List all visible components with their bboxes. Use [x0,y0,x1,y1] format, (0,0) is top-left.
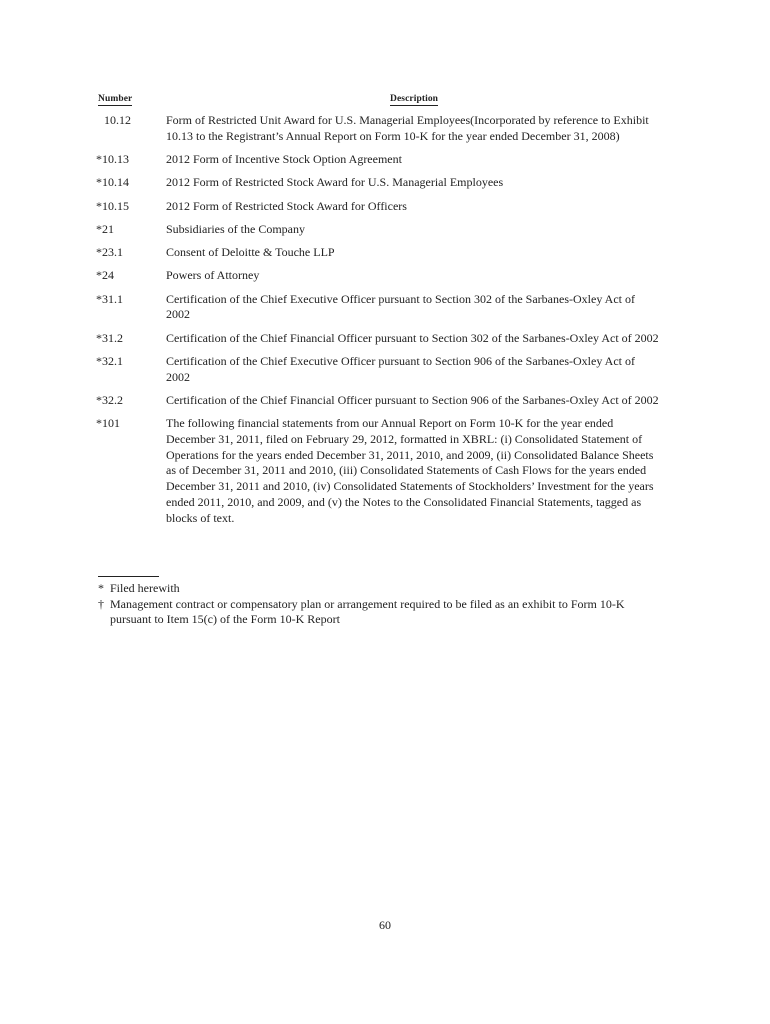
table-row [96,331,661,354]
exhibit-number: 10.12 [104,113,131,127]
footnote-item [98,581,668,597]
table-row [96,199,661,222]
exhibit-number: *31.2 [96,330,123,345]
table-row [96,292,661,331]
table-row [96,152,661,175]
exhibit-description: 2012 Form of Incentive Stock Option Agreement [166,152,402,166]
table-row [96,393,661,416]
exhibit-description: Powers of Attorney [166,268,260,283]
table-row [96,175,661,198]
exhibit-description: 2012 Form of Restricted Stock Award for U.S. Managerial Employees [166,175,504,190]
exhibit-description: The following financial statements from our Annual Report on Form 10-K for the year ended December 31, 2011, filed on February 29, 2012, formatted in XBRL: (i) Consolidated Statement of Operations for the years ended December 31, 2011, 2010, and 2009, (ii) Consolidated Balance Sheets as of December 31, 2011 and 2010, (iii) Consolidated Statements of Cash Flows for the years ended December 31, 2011 and 2010, (iv) Consolidated Statements of Stockholders’ Investment for the years ended 2011, 2010, and 2009, and (v) the Notes to the Consolidated Financial Statements, tagged as blocks of text. [166,416,654,525]
exhibit-number: *21 [96,221,114,236]
exhibit-number: *10.15 [96,198,129,213]
table-row [96,354,661,393]
footnote-mark: † [98,596,104,611]
table-row [96,245,661,268]
exhibit-number: *32.2 [96,393,123,408]
column-header-description: Description [390,94,439,104]
footnote-item [98,597,668,628]
table-row [96,268,661,291]
exhibit-number: *101 [96,416,120,431]
exhibit-description: Certification of the Chief Executive Officer pursuant to Section 906 of the Sarbanes-Oxley Act of 2002 [166,354,635,384]
table-row [96,416,661,534]
exhibit-description: Certification of the Chief Financial Officer pursuant to Section 906 of the Sarbanes-Oxley Act of 2002 [166,393,659,408]
footnote-text: Management contract or compensatory plan or arrangement required to be filed as an exhibit to Form 10-K pursuant to Item 15(c) of the Form 10-K Report [110,596,625,627]
exhibit-number: *24 [96,268,114,283]
exhibit-number: *23.1 [96,245,123,260]
footnote-mark: * [98,581,104,595]
exhibit-description: Certification of the Chief Executive Officer pursuant to Section 302 of the Sarbanes-Oxley Act of 2002 [166,291,635,322]
footnote-text: Filed herewith [110,581,180,595]
footnotes [98,581,668,628]
exhibit-number: *10.14 [96,175,129,190]
table-row [96,113,661,152]
exhibit-description: 2012 Form of Restricted Stock Award for Officers [166,198,407,213]
column-header-number: Number [98,94,133,104]
footnote-divider [98,576,159,577]
exhibit-number: *31.1 [96,291,123,306]
exhibit-number: *10.13 [96,152,129,166]
exhibit-description: Form of Restricted Unit Award for U.S. Managerial Employees(Incorporated by reference to Exhibit 10.13 to the Registrant’s Annual Report on Form 10-K for the year ended December 31, 2008) [166,113,649,143]
exhibit-description: Consent of Deloitte & Touche LLP [166,245,335,260]
exhibit-table [96,113,661,534]
exhibit-description: Subsidiaries of the Company [166,221,305,236]
exhibit-description: Certification of the Chief Financial Officer pursuant to Section 302 of the Sarbanes-Oxley Act of 2002 [166,330,659,345]
page-number: 60 [379,918,391,932]
exhibit-number: *32.1 [96,354,123,369]
table-row [96,222,661,245]
